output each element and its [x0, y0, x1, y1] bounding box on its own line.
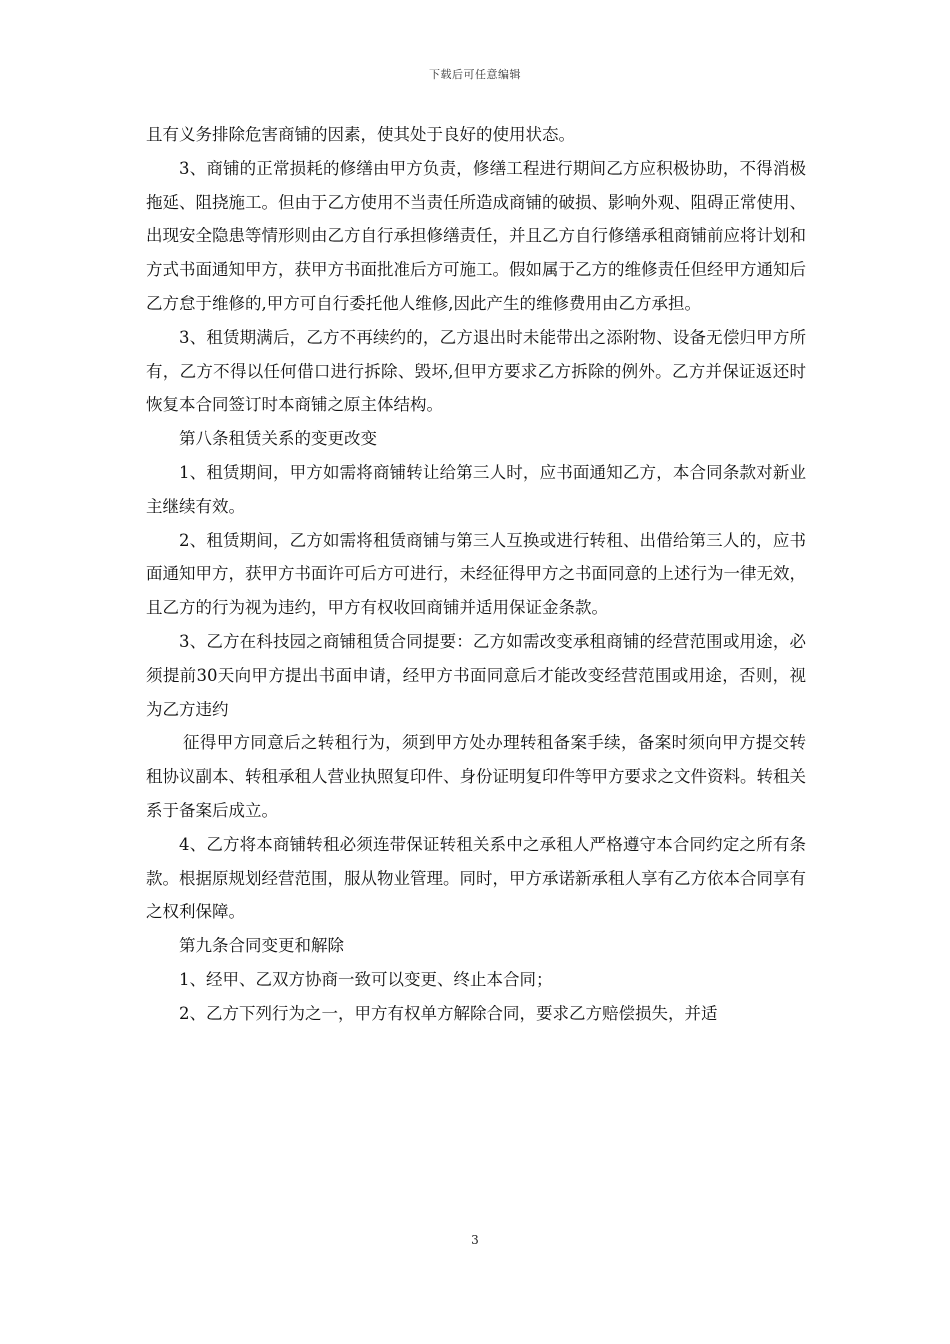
page-number: 3: [471, 1233, 479, 1247]
paragraph-article-9-item-1: 1、经甲、乙双方协商一致可以变更、终止本合同；: [179, 969, 553, 989]
paragraph-continuation: 且有义务排除危害商铺的因素，使其处于良好的使用状态。: [146, 125, 575, 144]
paragraph-article-8-item-2: 2、租赁期间，乙方如需将租赁商铺与第三人互换或进行转租、出借给第三人的，应书面通知甲方，获甲方书面许可后方可进行，未经征得甲方之书面同意的上述行为一律无效，且乙方的行为视为违约，甲方有权收回商铺并适用保证金条款。: [146, 530, 806, 618]
paragraph-article-8-item-1: 1、租赁期间，甲方如需将商铺转让给第三人时，应书面通知乙方，本合同条款对新业主继续有效。: [146, 462, 806, 516]
paragraph-article-8-item-4: 4、乙方将本商铺转租必须连带保证转租关系中之承租人严格遵守本合同约定之所有条款。根据原规划经营范围，服从物业管理。同时，甲方承诺新承租人享有乙方依本合同享有之权利保障。: [146, 834, 806, 922]
paragraph-repair-clause: 3、商铺的正常损耗的修缮由甲方负责，修缮工程进行期间乙方应积极协助，不得消极拖延、阻挠施工。但由于乙方使用不当责任所造成商铺的破损、影响外观、阻碍正常使用、出现安全隐患等情形则由乙方自行承担修缮责任，并且乙方自行修缮承租商铺前应将计划和方式书面通知甲方，获甲方书面批准后方可施工。假如属于乙方的维修责任但经甲方通知后乙方怠于维修的,甲方可自行委托他人维修,因此产生的维修费用由乙方承担。: [146, 158, 806, 313]
paragraph-article-8-item-3: 3、乙方在科技园之商铺租赁合同提要：乙方如需改变承租商铺的经营范围或用途，必须提前30天向甲方提出书面申请，经甲方书面同意后才能改变经营范围或用途，否则，视为乙方违约: [146, 631, 806, 719]
section-heading-article-9: 第九条合同变更和解除: [179, 936, 344, 956]
paragraph-lease-expiry: 3、租赁期满后，乙方不再续约的，乙方退出时未能带出之添附物、设备无偿归甲方所有，乙方不得以任何借口进行拆除、毁坏,但甲方要求乙方拆除的例外。乙方并保证返还时恢复本合同签订时本商铺之原主体结构。: [146, 327, 806, 415]
document-body: [146, 118, 806, 1031]
paragraph-article-9-item-2: 2、乙方下列行为之一，甲方有权单方解除合同，要求乙方赔偿损失，并适: [179, 1003, 718, 1023]
paragraph-sublease-filing: 征得甲方同意后之转租行为，须到甲方处办理转租备案手续，备案时须向甲方提交转租协议副本、转租承租人营业执照复印件、身份证明复印件等甲方要求之文件资料。转租关系于备案后成立。: [146, 733, 806, 820]
header-note: 下载后可任意编辑: [429, 68, 521, 81]
section-heading-article-8: 第八条租赁关系的变更改变: [179, 429, 377, 449]
